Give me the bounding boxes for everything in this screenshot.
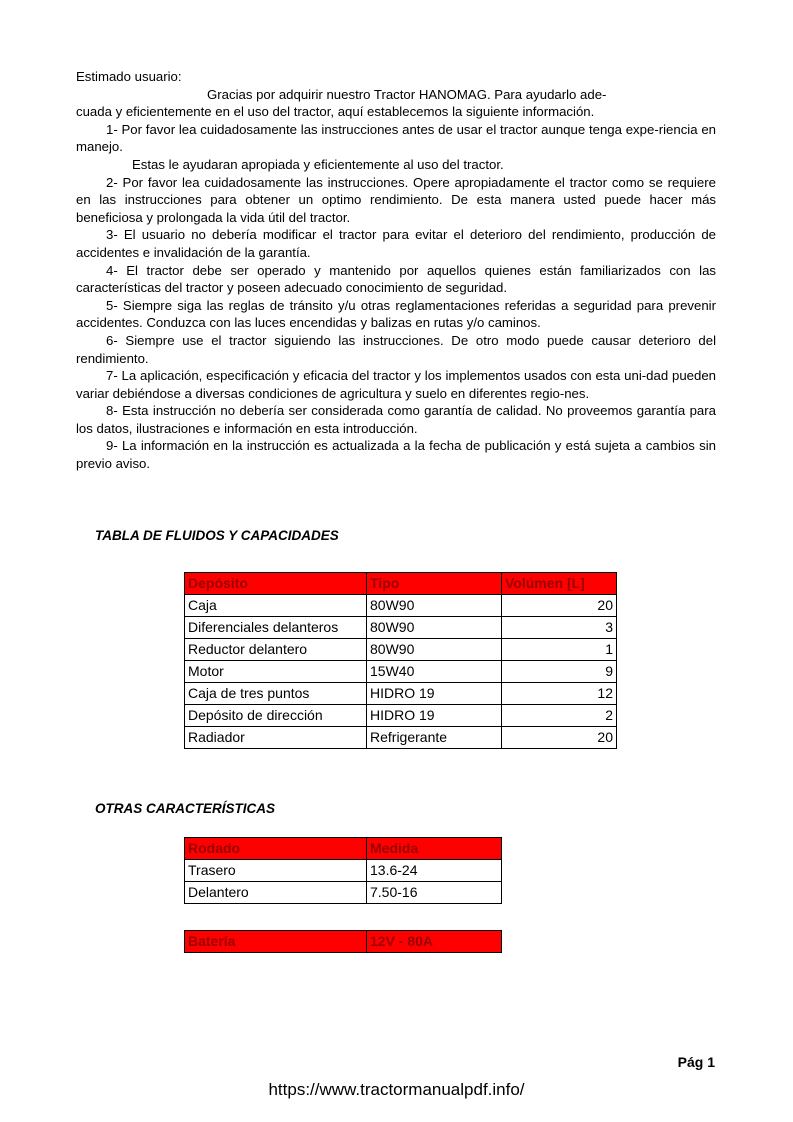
table-row — [185, 683, 617, 705]
cell-deposito: Diferenciales delanteros — [185, 617, 367, 639]
greeting: Estimado usuario: — [76, 69, 182, 84]
instruction-9: 9- La información en la instrucción es actualizada a la fecha de publicación y está sujeta a cambios sin previo aviso. — [76, 438, 716, 472]
table-header-row — [185, 838, 502, 860]
cell-tipo: HIDRO 19 — [367, 705, 502, 727]
table-row — [185, 705, 617, 727]
cell-volumen: 1 — [502, 639, 617, 661]
table-row — [185, 860, 502, 882]
table-row — [185, 661, 617, 683]
cell-tipo: 80W90 — [367, 595, 502, 617]
cell-medida: 13.6-24 — [367, 860, 502, 882]
cell-volumen: 20 — [502, 595, 617, 617]
header-medida: Medida — [367, 838, 502, 860]
instruction-4: 4- El tractor debe ser operado y mantenido por aquellos quienes están familiarizados con las características del tractor y poseen adecuado conocimiento de seguridad. — [76, 262, 716, 296]
header-deposito: Depósito — [185, 573, 367, 595]
battery-value: 12V - 80A — [367, 931, 502, 953]
introduction — [76, 68, 716, 473]
table-row — [185, 595, 617, 617]
cell-tipo: Refrigerante — [367, 727, 502, 749]
instruction-8: 8- Esta instrucción no debería ser considerada como garantía de calidad. No proveemos garantía para los datos, ilustraciones e información en esta introducción. — [76, 403, 716, 436]
cell-rodado: Trasero — [185, 860, 367, 882]
cell-rodado: Delantero — [185, 882, 367, 904]
cell-volumen: 12 — [502, 683, 617, 705]
instruction-1: 1- Por favor lea cuidadosamente las instrucciones antes de usar el tractor aunque tenga expe-riencia en manejo. — [76, 121, 716, 155]
thanks-line: Gracias por adquirir nuestro Tractor HANOMAG. Para ayudarlo ade- — [207, 86, 607, 102]
instruction-3: 3- El usuario no debería modificar el tractor para evitar el deterioro del rendimiento, producción de accidentes e invalidación de la garantía. — [76, 227, 716, 260]
cell-volumen: 9 — [502, 661, 617, 683]
battery-row — [185, 931, 502, 953]
cell-deposito: Motor — [185, 661, 367, 683]
cell-deposito: Reductor delantero — [185, 639, 367, 661]
instruction-5: 5- Siempre siga las reglas de tránsito y/u otras reglamentaciones referidas a seguridad para prevenir accidentes. Conduzca con las luces encendidas y balizas en rutas y/o caminos. — [76, 297, 716, 331]
footer-url[interactable]: https://www.tractormanualpdf.info/ — [268, 1080, 525, 1099]
table-header-row — [185, 573, 617, 595]
fluids-table-title: TABLA DE FLUIDOS Y CAPACIDADES — [95, 528, 339, 543]
instruction-1b: Estas le ayudaran apropiada y eficientemente al uso del tractor. — [132, 156, 504, 172]
battery-table — [184, 930, 502, 953]
cell-volumen: 20 — [502, 727, 617, 749]
table-row — [185, 617, 617, 639]
instruction-6: 6- Siempre use el tractor siguiendo las instrucciones. De otro modo puede causar deterioro del rendimiento. — [76, 332, 716, 366]
page-number: Pág 1 — [677, 1054, 715, 1070]
header-tipo: Tipo — [367, 573, 502, 595]
cell-volumen: 2 — [502, 705, 617, 727]
instruction-7: 7- La aplicación, especificación y eficacia del tractor y los implementos usados con esta uni-dad pueden variar debiéndose a diversas condiciones de agricultura y suelo en diferentes regio-nes. — [76, 368, 716, 401]
cell-tipo: 80W90 — [367, 639, 502, 661]
cell-deposito: Depósito de dirección — [185, 705, 367, 727]
cell-deposito: Caja — [185, 595, 367, 617]
cell-tipo: HIDRO 19 — [367, 683, 502, 705]
battery-label: Batería — [185, 931, 367, 953]
cell-volumen: 3 — [502, 617, 617, 639]
header-rodado: Rodado — [185, 838, 367, 860]
instruction-2: 2- Por favor lea cuidadosamente las instrucciones. Opere apropiadamente el tractor como se requiere en las instrucciones para obtener un optimo rendimiento. De esta manera usted puede hacer más beneficiosa y prolongada la vida útil del tractor. — [76, 174, 716, 225]
table-row — [185, 882, 502, 904]
other-features-title: OTRAS CARACTERÍSTICAS — [95, 801, 276, 816]
cell-medida: 7.50-16 — [367, 882, 502, 904]
header-volumen: Volúmen [L] — [502, 573, 617, 595]
cell-deposito: Caja de tres puntos — [185, 683, 367, 705]
cell-tipo: 15W40 — [367, 661, 502, 683]
cell-tipo: 80W90 — [367, 617, 502, 639]
thanks-continuation: cuada y eficientemente en el uso del tractor, aquí establecemos la siguiente información. — [76, 104, 595, 120]
table-row — [185, 727, 617, 749]
wheels-table — [184, 837, 502, 904]
fluids-capacity-table — [184, 572, 617, 749]
cell-deposito: Radiador — [185, 727, 367, 749]
table-row — [185, 639, 617, 661]
